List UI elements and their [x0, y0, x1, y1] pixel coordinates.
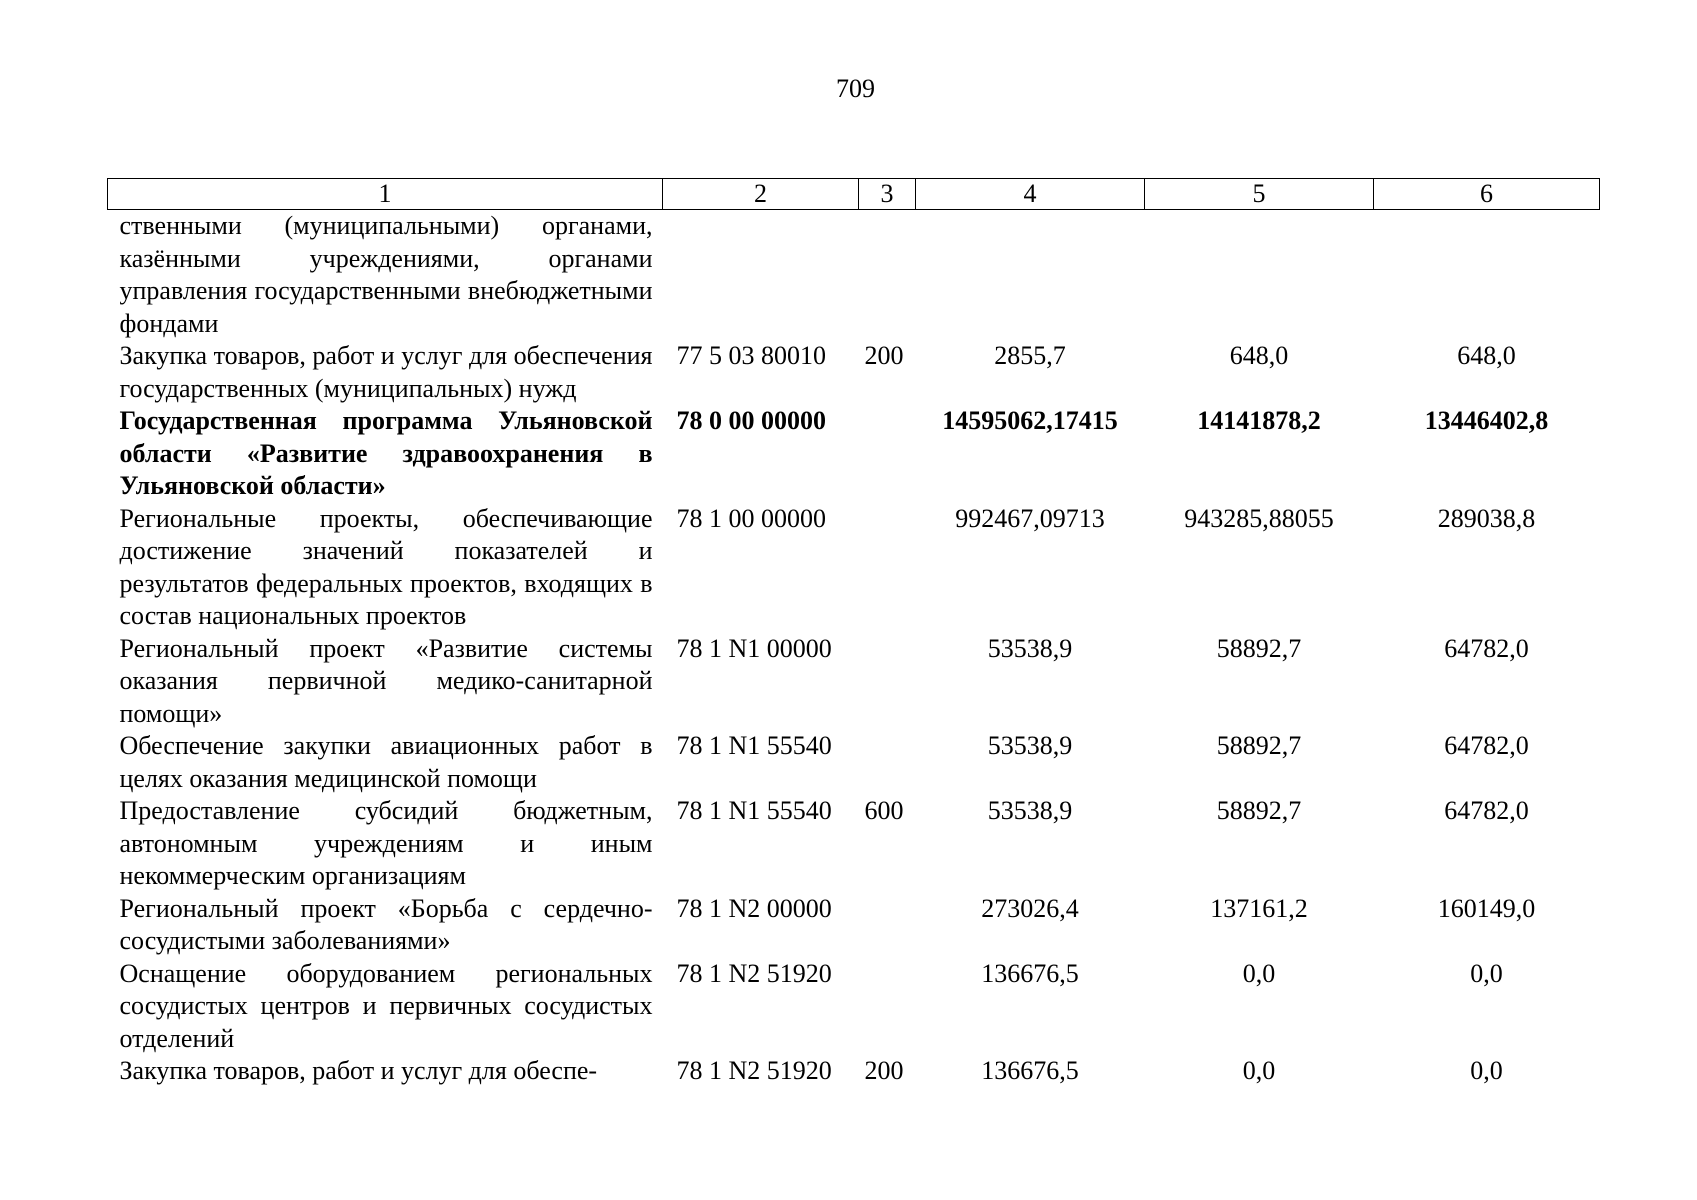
row-value-col6: 648,0: [1457, 341, 1516, 370]
row-expense-type: [859, 210, 916, 341]
table-row: [108, 633, 1600, 731]
table-row: [108, 795, 1600, 893]
row-value-col6: 160149,0: [1437, 893, 1536, 923]
row-value-col6: 0,0: [1470, 958, 1503, 988]
row-expense-type: [859, 730, 916, 795]
column-header-1: 1: [108, 179, 663, 210]
row-value-col4: 53538,9: [987, 731, 1073, 760]
row-value-col6: 289038,8: [1437, 503, 1536, 533]
row-code: [663, 210, 859, 341]
row-name: Государственная программа Ульяновской области «Развитие здравоохранения в Ульяновской области»: [119, 406, 653, 500]
row-value-col6: [1374, 210, 1600, 341]
row-name: Оснащение оборудованием региональных сосудистых центров и первичных сосудистых отделений: [119, 958, 653, 1053]
row-code: 78 1 N2 51920: [676, 1056, 832, 1085]
row-expense-type: 200: [864, 1056, 904, 1085]
row-value-col4: 136676,5: [981, 958, 1079, 988]
row-expense-type: [859, 958, 916, 1056]
row-value-col6: 64782,0: [1444, 731, 1529, 760]
row-value-col5: 58892,7: [1216, 796, 1302, 825]
row-value-col4: 273026,4: [981, 893, 1079, 923]
row-value-col5: 943285,88055: [1184, 503, 1334, 533]
row-value-col4: 53538,9: [987, 633, 1073, 663]
row-value-col5: 0,0: [1242, 958, 1276, 988]
column-header-2: 2: [663, 179, 859, 210]
row-code: 77 5 03 80010: [676, 341, 826, 370]
row-value-col6: 64782,0: [1444, 796, 1529, 825]
row-name: Обеспечение закупки авиационных работ в целях оказания медицинской помощи: [119, 731, 653, 793]
column-header-4: 4: [916, 179, 1145, 210]
column-header-5: 5: [1145, 179, 1374, 210]
row-value-col4: 53538,9: [987, 796, 1073, 825]
row-expense-type: [859, 633, 916, 731]
row-name: Закупка товаров, работ и услуг для обеспе-: [119, 1056, 598, 1085]
row-name: ственными (муниципальными) органами, казёнными учреждениями, органами управления государственными внебюджетными фондами: [119, 211, 653, 338]
row-name: Предоставление субсидий бюджетным, автономным учреждениям и иным некоммерческим организациям: [119, 796, 653, 890]
row-value-col4: 136676,5: [981, 1056, 1079, 1085]
row-code: 78 1 00 00000: [676, 503, 826, 533]
row-expense-type: [859, 405, 916, 503]
table-row: [108, 958, 1600, 1056]
table-row: [108, 893, 1600, 958]
row-value-col5: 58892,7: [1216, 633, 1302, 663]
row-value-col4: 14595062,17415: [942, 406, 1118, 435]
row-value-col4: 2855,7: [994, 341, 1066, 370]
page-number: 709: [836, 74, 875, 103]
row-name: Региональный проект «Борьба с сердечно-сосудистыми заболеваниями»: [119, 893, 653, 955]
row-value-col5: 14141878,2: [1197, 406, 1321, 435]
table-header: [108, 179, 1600, 210]
row-value-col4: 992467,09713: [955, 503, 1105, 533]
row-name: Закупка товаров, работ и услуг для обеспечения государственных (муниципальных) нужд: [119, 341, 653, 403]
row-name: Региональный проект «Развитие системы оказания первичной медико-санитарной помощи»: [119, 633, 653, 728]
row-name: Региональные проекты, обеспечивающие достижение значений показателей и результатов федеральных проектов, входящих в состав национальных проектов: [119, 503, 653, 630]
table-row: [108, 210, 1600, 341]
table-row: [108, 503, 1600, 633]
row-expense-type: [859, 503, 916, 633]
row-expense-type: [859, 893, 916, 958]
row-code: 78 1 N1 55540: [676, 731, 832, 760]
row-code: 78 1 N1 55540: [676, 796, 832, 825]
row-value-col6: 64782,0: [1444, 633, 1529, 663]
table-row: [108, 730, 1600, 795]
table-row: [108, 1055, 1600, 1088]
header-row: [108, 179, 1600, 210]
row-code: 78 0 00 00000: [676, 406, 826, 435]
row-value-col4: [916, 210, 1145, 341]
row-code: 78 1 N2 51920: [676, 958, 832, 988]
row-value-col5: [1145, 210, 1374, 341]
row-value-col6: 0,0: [1470, 1056, 1503, 1085]
column-header-3: 3: [859, 179, 916, 210]
table-body: [108, 210, 1600, 1088]
row-value-col5: 648,0: [1229, 341, 1289, 370]
row-code: 78 1 N2 00000: [676, 893, 832, 923]
row-value-col5: 0,0: [1242, 1056, 1276, 1085]
table-row: [108, 405, 1600, 503]
row-expense-type: 600: [864, 796, 904, 825]
table-row: [108, 340, 1600, 405]
row-code: 78 1 N1 00000: [676, 633, 832, 663]
row-value-col5: 137161,2: [1210, 893, 1308, 923]
budget-table: [107, 178, 1600, 1088]
row-value-col5: 58892,7: [1216, 731, 1302, 760]
row-value-col6: 13446402,8: [1424, 406, 1549, 435]
column-header-6: 6: [1374, 179, 1600, 210]
row-expense-type: 200: [864, 341, 904, 370]
